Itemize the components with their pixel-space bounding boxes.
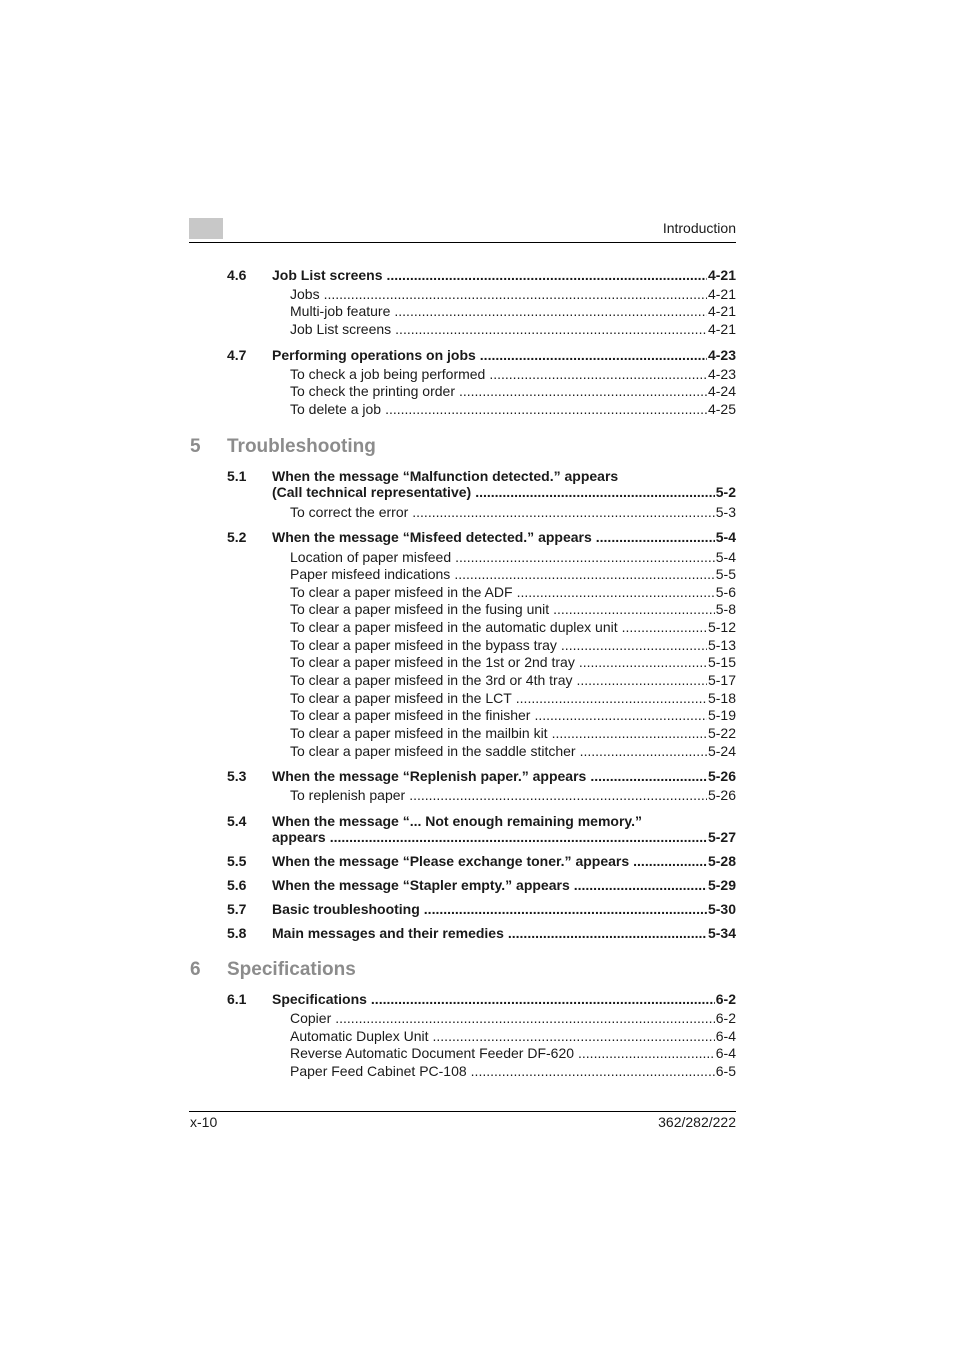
toc-section-5-5[interactable]: [227, 853, 736, 870]
page-ref: 4-23: [707, 347, 736, 363]
page-ref: 5-13: [707, 637, 736, 653]
entry-title: To clear a paper misfeed in the mailbin kit: [290, 725, 548, 741]
page-ref: 6-2: [715, 1010, 736, 1026]
section-number: 5.4: [227, 813, 247, 829]
dot-leader: [489, 366, 707, 383]
page-ref: 5-3: [715, 504, 736, 520]
footer-page-number: x-10: [190, 1114, 218, 1130]
page-ref: 5-8: [715, 601, 736, 617]
entry-title: To clear a paper misfeed in the saddle stitcher: [290, 743, 576, 759]
entry-title: Paper misfeed indications: [290, 566, 451, 582]
page-ref: 4-21: [707, 303, 736, 319]
toc-section-4-7[interactable]: [227, 347, 736, 364]
dot-leader: [508, 925, 707, 942]
dot-leader: [335, 1010, 715, 1027]
section-title: When the message “Stapler empty.” appears: [272, 877, 570, 893]
entry-title: Job List screens: [290, 321, 392, 337]
dot-leader: [480, 347, 707, 364]
page-ref: 4-21: [707, 286, 736, 302]
page-ref: 5-26: [707, 768, 736, 784]
dot-leader: [633, 853, 707, 870]
section-title: Job List screens: [272, 267, 383, 283]
toc-section-6-1[interactable]: [227, 991, 736, 1008]
dot-leader: [371, 991, 715, 1008]
header-title: Introduction: [662, 220, 736, 236]
dot-leader: [552, 725, 707, 742]
chapter-title: Troubleshooting: [227, 436, 376, 457]
entry-title: To clear a paper misfeed in the finisher: [290, 707, 531, 723]
page-ref: 4-23: [707, 366, 736, 382]
entry-title: Copier: [290, 1010, 332, 1026]
page-ref: 5-12: [707, 619, 736, 635]
dot-leader: [412, 504, 715, 521]
page-ref: 4-25: [707, 401, 736, 417]
section-number: 5.1: [227, 468, 247, 484]
page-ref: 6-2: [715, 991, 736, 1007]
page-ref: 5-27: [707, 829, 736, 845]
page-ref: 6-4: [715, 1045, 736, 1061]
dot-leader: [561, 637, 707, 654]
entry-title: To clear a paper misfeed in the ADF: [290, 584, 513, 600]
dot-leader: [475, 484, 715, 501]
entry-title: To replenish paper: [290, 787, 406, 803]
page-ref: 5-24: [707, 743, 736, 759]
page-ref: 4-24: [707, 383, 736, 399]
chapter-6-heading[interactable]: [190, 959, 736, 983]
page-ref: 5-28: [707, 853, 736, 869]
page-ref: 5-18: [707, 690, 736, 706]
section-number: 4.6: [227, 267, 247, 283]
entry-title: To correct the error: [290, 504, 409, 520]
section-number: 6.1: [227, 991, 247, 1007]
toc-section-5-7[interactable]: [227, 901, 736, 918]
entry-title: To clear a paper misfeed in the bypass tray: [290, 637, 557, 653]
entry-title: To delete a job: [290, 401, 382, 417]
section-title-line1: When the message “Malfunction detected.” appears: [272, 468, 619, 484]
entry-title: Multi-job feature: [290, 303, 391, 319]
dot-leader: [622, 619, 707, 636]
section-number: 5.3: [227, 768, 247, 784]
page-ref: 6-4: [715, 1028, 736, 1044]
entry-title: To clear a paper misfeed in the 1st or 2nd tray: [290, 654, 575, 670]
entry-title: Automatic Duplex Unit: [290, 1028, 429, 1044]
page-ref: 5-17: [707, 672, 736, 688]
entry-title: Reverse Automatic Document Feeder DF-620: [290, 1045, 575, 1061]
dot-leader: [516, 690, 707, 707]
entry-title: To clear a paper misfeed in the LCT: [290, 690, 512, 706]
dot-leader: [574, 877, 707, 894]
dot-leader: [517, 584, 715, 601]
section-title-line2: (Call technical representative): [272, 484, 472, 500]
section-title: Performing operations on jobs: [272, 347, 476, 363]
entry-title: Jobs: [290, 286, 320, 302]
dot-leader: [580, 743, 707, 760]
dot-leader: [455, 549, 715, 566]
section-title: Basic troubleshooting: [272, 901, 420, 917]
dot-leader: [409, 787, 707, 804]
dot-leader: [424, 901, 707, 918]
toc-section-4-6[interactable]: [227, 267, 736, 284]
page-ref: 5-6: [715, 584, 736, 600]
section-number: 5.2: [227, 529, 247, 545]
header-tab-marker: [189, 218, 223, 239]
dot-leader: [454, 566, 714, 583]
page-ref: 6-5: [715, 1063, 736, 1079]
toc-section-5-4[interactable]: [227, 813, 736, 847]
toc-section-5-2[interactable]: [227, 529, 736, 546]
dot-leader: [395, 321, 707, 338]
section-number: 5.7: [227, 901, 247, 917]
entry-title: To clear a paper misfeed in the fusing unit: [290, 601, 550, 617]
section-title: When the message “Misfeed detected.” appears: [272, 529, 592, 545]
dot-leader: [387, 267, 707, 284]
page-ref: 5-4: [715, 549, 736, 565]
section-title: When the message “Please exchange toner.” appears: [272, 853, 630, 869]
chapter-number: 5: [190, 436, 201, 457]
entry-title: Location of paper misfeed: [290, 549, 452, 565]
page-ref: 4-21: [707, 267, 736, 283]
chapter-number: 6: [190, 959, 201, 980]
section-title-line1: When the message “... Not enough remaining memory.”: [272, 813, 643, 829]
section-number: 5.6: [227, 877, 247, 893]
page-ref: 5-4: [715, 529, 736, 545]
dot-leader: [576, 672, 706, 689]
page-ref: 5-15: [707, 654, 736, 670]
section-number: 5.8: [227, 925, 247, 941]
dot-leader: [385, 401, 707, 418]
page-ref: 5-2: [715, 484, 736, 500]
page-ref: 5-30: [707, 901, 736, 917]
chapter-title: Specifications: [227, 959, 356, 980]
page-ref: 5-22: [707, 725, 736, 741]
page-ref: 5-5: [715, 566, 736, 582]
dot-leader: [553, 601, 715, 618]
section-title: Specifications: [272, 991, 367, 1007]
entry-title: Paper Feed Cabinet PC-108: [290, 1063, 467, 1079]
dot-leader: [324, 286, 707, 303]
dot-leader: [578, 1045, 715, 1062]
entry-title: To check the printing order: [290, 383, 455, 399]
page-ref: 5-26: [707, 787, 736, 803]
header-rule: [189, 242, 736, 243]
section-title: When the message “Replenish paper.” appears: [272, 768, 587, 784]
section-number: 5.5: [227, 853, 247, 869]
entry-title: To check a job being performed: [290, 366, 486, 382]
dot-leader: [471, 1063, 715, 1080]
footer-model-number: 362/282/222: [658, 1114, 736, 1130]
dot-leader: [579, 654, 707, 671]
dot-leader: [534, 707, 707, 724]
toc-section-5-3[interactable]: [227, 768, 736, 785]
section-title-line2: appears: [272, 829, 326, 845]
dot-leader: [394, 303, 707, 320]
page-ref: 5-29: [707, 877, 736, 893]
toc-section-5-1[interactable]: [227, 468, 736, 502]
page-ref: 4-21: [707, 321, 736, 337]
dot-leader: [330, 829, 707, 846]
toc-section-5-8[interactable]: [227, 925, 736, 942]
entry-title: To clear a paper misfeed in the automatic duplex unit: [290, 619, 618, 635]
toc-section-5-6[interactable]: [227, 877, 736, 894]
section-title: Main messages and their remedies: [272, 925, 504, 941]
page-ref: 5-19: [707, 707, 736, 723]
entry-title: To clear a paper misfeed in the 3rd or 4th tray: [290, 672, 573, 688]
footer-rule: [189, 1111, 736, 1112]
dot-leader: [433, 1028, 715, 1045]
chapter-5-heading[interactable]: [190, 436, 736, 460]
dot-leader: [459, 383, 707, 400]
section-number: 4.7: [227, 347, 247, 363]
dot-leader: [596, 529, 715, 546]
dot-leader: [590, 768, 707, 785]
page-ref: 5-34: [707, 925, 736, 941]
